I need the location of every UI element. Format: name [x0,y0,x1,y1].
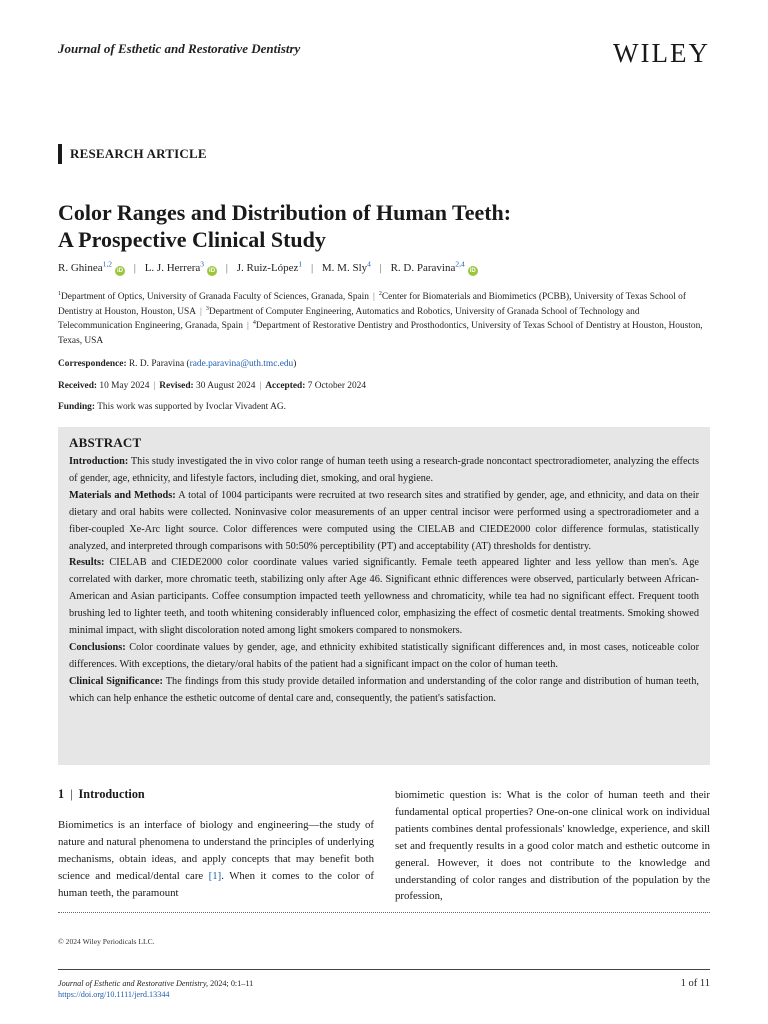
body-text: biomimetic question is: What is the color of human teeth and their fundamental optical properties? One-on-one clinical work on individual patients combines dental professionals' knowledge, experience, and skill set and frequently results in a good color match and esthetic outcome in general. However, it does not contribute to the knowledge and understanding of color ranges and distribution of the population by the profession, [395,789,710,903]
affiliation-number: 2 [378,290,382,297]
abstract-introduction [69,454,699,488]
paper-title-line-2: A Prospective Clinical Study [58,227,326,252]
section-number: 1 [58,787,65,801]
accepted-date: 7 October 2024 [307,381,367,391]
funding-label: Funding: [58,402,95,412]
article-dates [58,381,366,391]
date-separator: | [153,381,156,391]
affiliations [58,290,710,348]
author-list [58,259,478,276]
copyright-notice: © 2024 Wiley Periodicals LLC. [58,937,155,946]
section-separator: | [70,787,73,801]
publisher-logo[interactable]: WILEY [613,38,710,68]
author-affiliation-ref[interactable]: 1,2 [102,259,112,269]
correspondence-close: ) [293,359,297,369]
section-heading [58,787,145,802]
revised-date: 30 August 2024 [196,381,256,391]
paper-title [58,199,718,253]
affiliation-separator: | [246,321,249,332]
orcid-icon[interactable]: iD [116,268,123,274]
revised-label: Revised: [159,381,194,391]
body-text: Biomimetics is an interface of biology and engineering—the study of nature and natural phenomena to understand the principles of underlying mechanisms, obtain ideas, and apply concepts that may benefit both science and medical/dental care [58,819,374,882]
funding-text: This work was supported by Ivoclar Vivadent AG. [97,402,286,412]
abstract-results-label: Results: [69,557,105,569]
body-text: . When it comes to the color of human teeth, the paramount [58,869,375,899]
article-type-label: RESEARCH ARTICLE [70,146,207,161]
author-name[interactable]: R. Ghinea [58,262,103,274]
affiliation-separator: | [372,292,375,302]
abstract-significance-label: Clinical Significance: [69,675,163,687]
footnote-divider [58,912,710,913]
affiliation-text: Department of Computer Engineering, Automatics and Robotics, University of Granada School of Technology and Telecommunication Engineering, Granada, Spain [58,306,640,332]
author-affiliation-ref[interactable]: 1 [298,259,303,269]
author-name[interactable]: J. Ruiz-López [236,262,299,274]
affiliation-number: 3 [205,305,209,312]
author-separator: | [133,262,136,274]
correspondence [58,359,296,369]
affiliation-text: Department of Restorative Dentistry and Prosthodontics, University of Texas School of Dentistry at Houston, Houston, Texas, USA [58,321,703,346]
affiliation-text: Center for Biomaterials and Biomimetics (PCBB), University of Texas School of Dentistry at Houston, Houston, USA [58,292,686,317]
abstract-conclusions-text: Color coordinate values by gender, age, and ethnicity exhibited statistically significant differences and, in most cases, noticeable color differences. With exceptions, the dietary/oral habits of the patient had a significant impact on the color of human teeth. [69,641,700,670]
doi-link[interactable]: https://doi.org/10.1111/jerd.13344 [58,990,170,999]
footer-citation [58,979,253,988]
footer-divider [58,969,710,970]
abstract-results [69,555,699,640]
correspondence-label: Correspondence: [58,359,127,369]
abstract-heading: ABSTRACT [69,435,142,450]
abstract-significance-text: The findings from this study provide detailed information and understanding of the color range and distribution of human teeth, which can help enhance the esthetic outcome of dental care and, consequently, the patient's satisfaction. [69,675,699,704]
orcid-icon[interactable]: iD [469,268,476,274]
abstract-methods-text: A total of 1004 participants were recruited at two research sites and stratified by gender, age, and ethnicity, and data on their dietary and oral habits were collected. Noninvasive color measurements of an upper central incisor were performed using a spectroradiometer and a fiber-coupled Xe-Arc light source. Color differences were computed using the CIELAB and CIEDE2000 color difference formulas, statistically analyzed, and interpreted through comparisons with 50:50% perceptibility (PT) and acceptability (AT) thresholds for dentistry. [69,489,699,552]
funding [58,402,286,412]
received-label: Received: [58,381,98,391]
paper-title-line-1: Color Ranges and Distribution of Human Teeth: [58,200,512,225]
orcid-icon[interactable]: iD [209,268,216,274]
author-separator: | [225,262,228,274]
footer-volume: 2024; 0:1–11 [208,979,254,988]
affiliation-number: 1 [58,290,61,297]
author-name[interactable]: M. M. Sly [321,262,368,274]
author-affiliation-ref[interactable]: 3 [200,259,205,269]
affiliation-number: 4 [252,320,256,327]
accepted-label: Accepted: [265,381,306,391]
abstract-conclusions [69,640,699,674]
abstract-introduction-text: This study investigated the in vivo color range of human teeth using a research-grade noncontact spectroradiometer, analyzing the effects of gender, age, ethnicity, and lifestyle factors, including diet, smoking, and oral hygiene. [69,456,699,484]
affiliation-separator: | [200,306,202,317]
author-affiliation-ref[interactable]: 4 [367,259,371,269]
affiliation-text: Department of Optics, University of Granada Faculty of Sciences, Granada, Spain [61,292,369,302]
article-type [58,144,207,164]
journal-title[interactable]: Journal of Esthetic and Restorative Dentistry [58,41,301,56]
abstract-box [58,427,710,765]
abstract-significance [69,674,699,708]
correspondence-name: R. D. Paravina ( [128,359,190,369]
correspondence-email-link[interactable]: rade.paravina@uth.tmc.edu [189,359,294,369]
page-number: 1 of 11 [680,978,710,989]
footer-journal: Journal of Esthetic and Restorative Dentistry, [58,979,209,988]
author-name[interactable]: R. D. Paravina [390,262,456,274]
date-separator: | [259,381,262,391]
abstract-introduction-label: Introduction: [69,456,129,467]
author-separator: | [379,262,382,274]
abstract-conclusions-label: Conclusions: [69,641,126,653]
author-separator: | [310,262,314,274]
author-affiliation-ref[interactable]: 2,4 [455,259,465,269]
received-date: 10 May 2024 [99,381,150,391]
citation-link[interactable]: [1] [208,869,222,882]
abstract-results-text: CIELAB and CIEDE2000 color coordinate values varied significantly. Female teeth appeared lighter and less yellow than men's. Age correlated with darker, more chromatic teeth, stabilizing only after Age 46. Significant ethnic differences were observed, particularly between African-American and Asian participants. Coffee consumption impacted teeth yellowness and chromaticity, while tea had no significant effect. Frequent tooth brushing led to lighter teeth, and tooth whitening considerably influenced color, emphasizing the effect of cosmetic dental treatments. Smoking showed minimal impact, with slight discoloration noted among light smokers compared to nonsmokers. [69,557,699,637]
section-title: Introduction [78,787,145,801]
abstract-methods [69,488,699,556]
body-column-left [58,817,374,902]
body-column-right [395,787,710,905]
author-name[interactable]: L. J. Herrera [144,262,201,274]
article-type-bar [58,144,62,164]
abstract-methods-label: Materials and Methods: [69,489,176,501]
